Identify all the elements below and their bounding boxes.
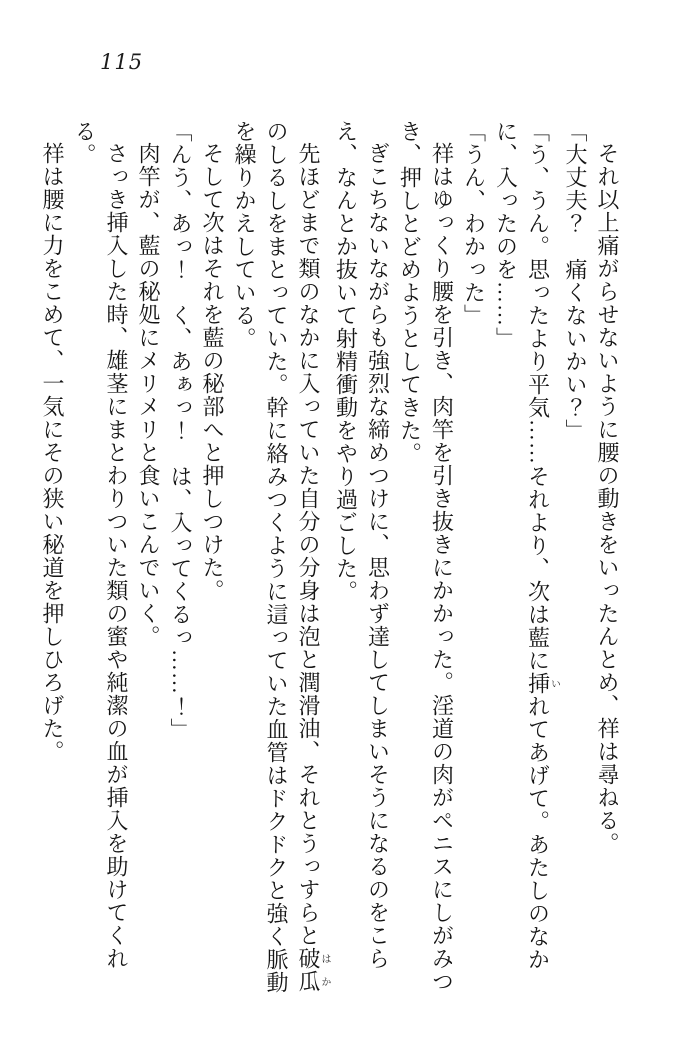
ruby-annotated-word: 破瓜はか — [296, 947, 330, 993]
paragraph: 「うん、わかった」 — [461, 120, 487, 327]
paragraph: 先ほどまで類のなかに入っていた自分の分身は泡と潤滑油、それとうっすらと破瓜はかのしるしをまとっていた。幹に絡みつくように這っていた血管はドクドクと強く脈動を繰りかえしている。 — [232, 120, 330, 994]
paragraph: そして次はそれを藍の秘部へと押しつけた。 — [200, 142, 225, 602]
paragraph: 祥は腰に力をこめて、一気にその狭い秘道を押しひろげた。 — [40, 142, 65, 763]
paragraph: 祥はゆっくり腰を引き、肉竿を引き抜きにかかった。淫道の肉がペニスにしがみつき、押しとどめようとしてきた。 — [397, 120, 455, 993]
paragraph: 「う、うん。思ったより平気……それより、次は藍に挿いれてあげて。あたしのなかに、入ったのを……」 — [493, 120, 560, 971]
paragraph: 肉竿が、藍の秘処にメリメリと食いこんでいく。 — [136, 142, 161, 648]
ruby-annotated-word: 挿い — [525, 672, 560, 695]
paragraph: さっき挿入した時、雄茎にまとわりついた類の蜜や純潔の血が挿入を助けてくれる。 — [72, 120, 129, 970]
paragraph: 「んう、あっ！ く、あぁっ！ は、入ってくるっ……！」 — [168, 120, 193, 741]
paragraph: それ以上痛がらせないように腰の動きをいったんとめ、祥は尋ねる。 — [595, 142, 620, 855]
body-text — [36, 120, 623, 998]
paragraph: ぎこちないながらも強烈な締めつけに、思わず達してしまいそうになるのをこらえ、なんとか抜いて射精衝動をやり過ごした。 — [333, 120, 391, 970]
paragraph: 「大丈夫？ 痛くないかい？」 — [563, 120, 588, 442]
page-number: 115 — [100, 50, 144, 74]
